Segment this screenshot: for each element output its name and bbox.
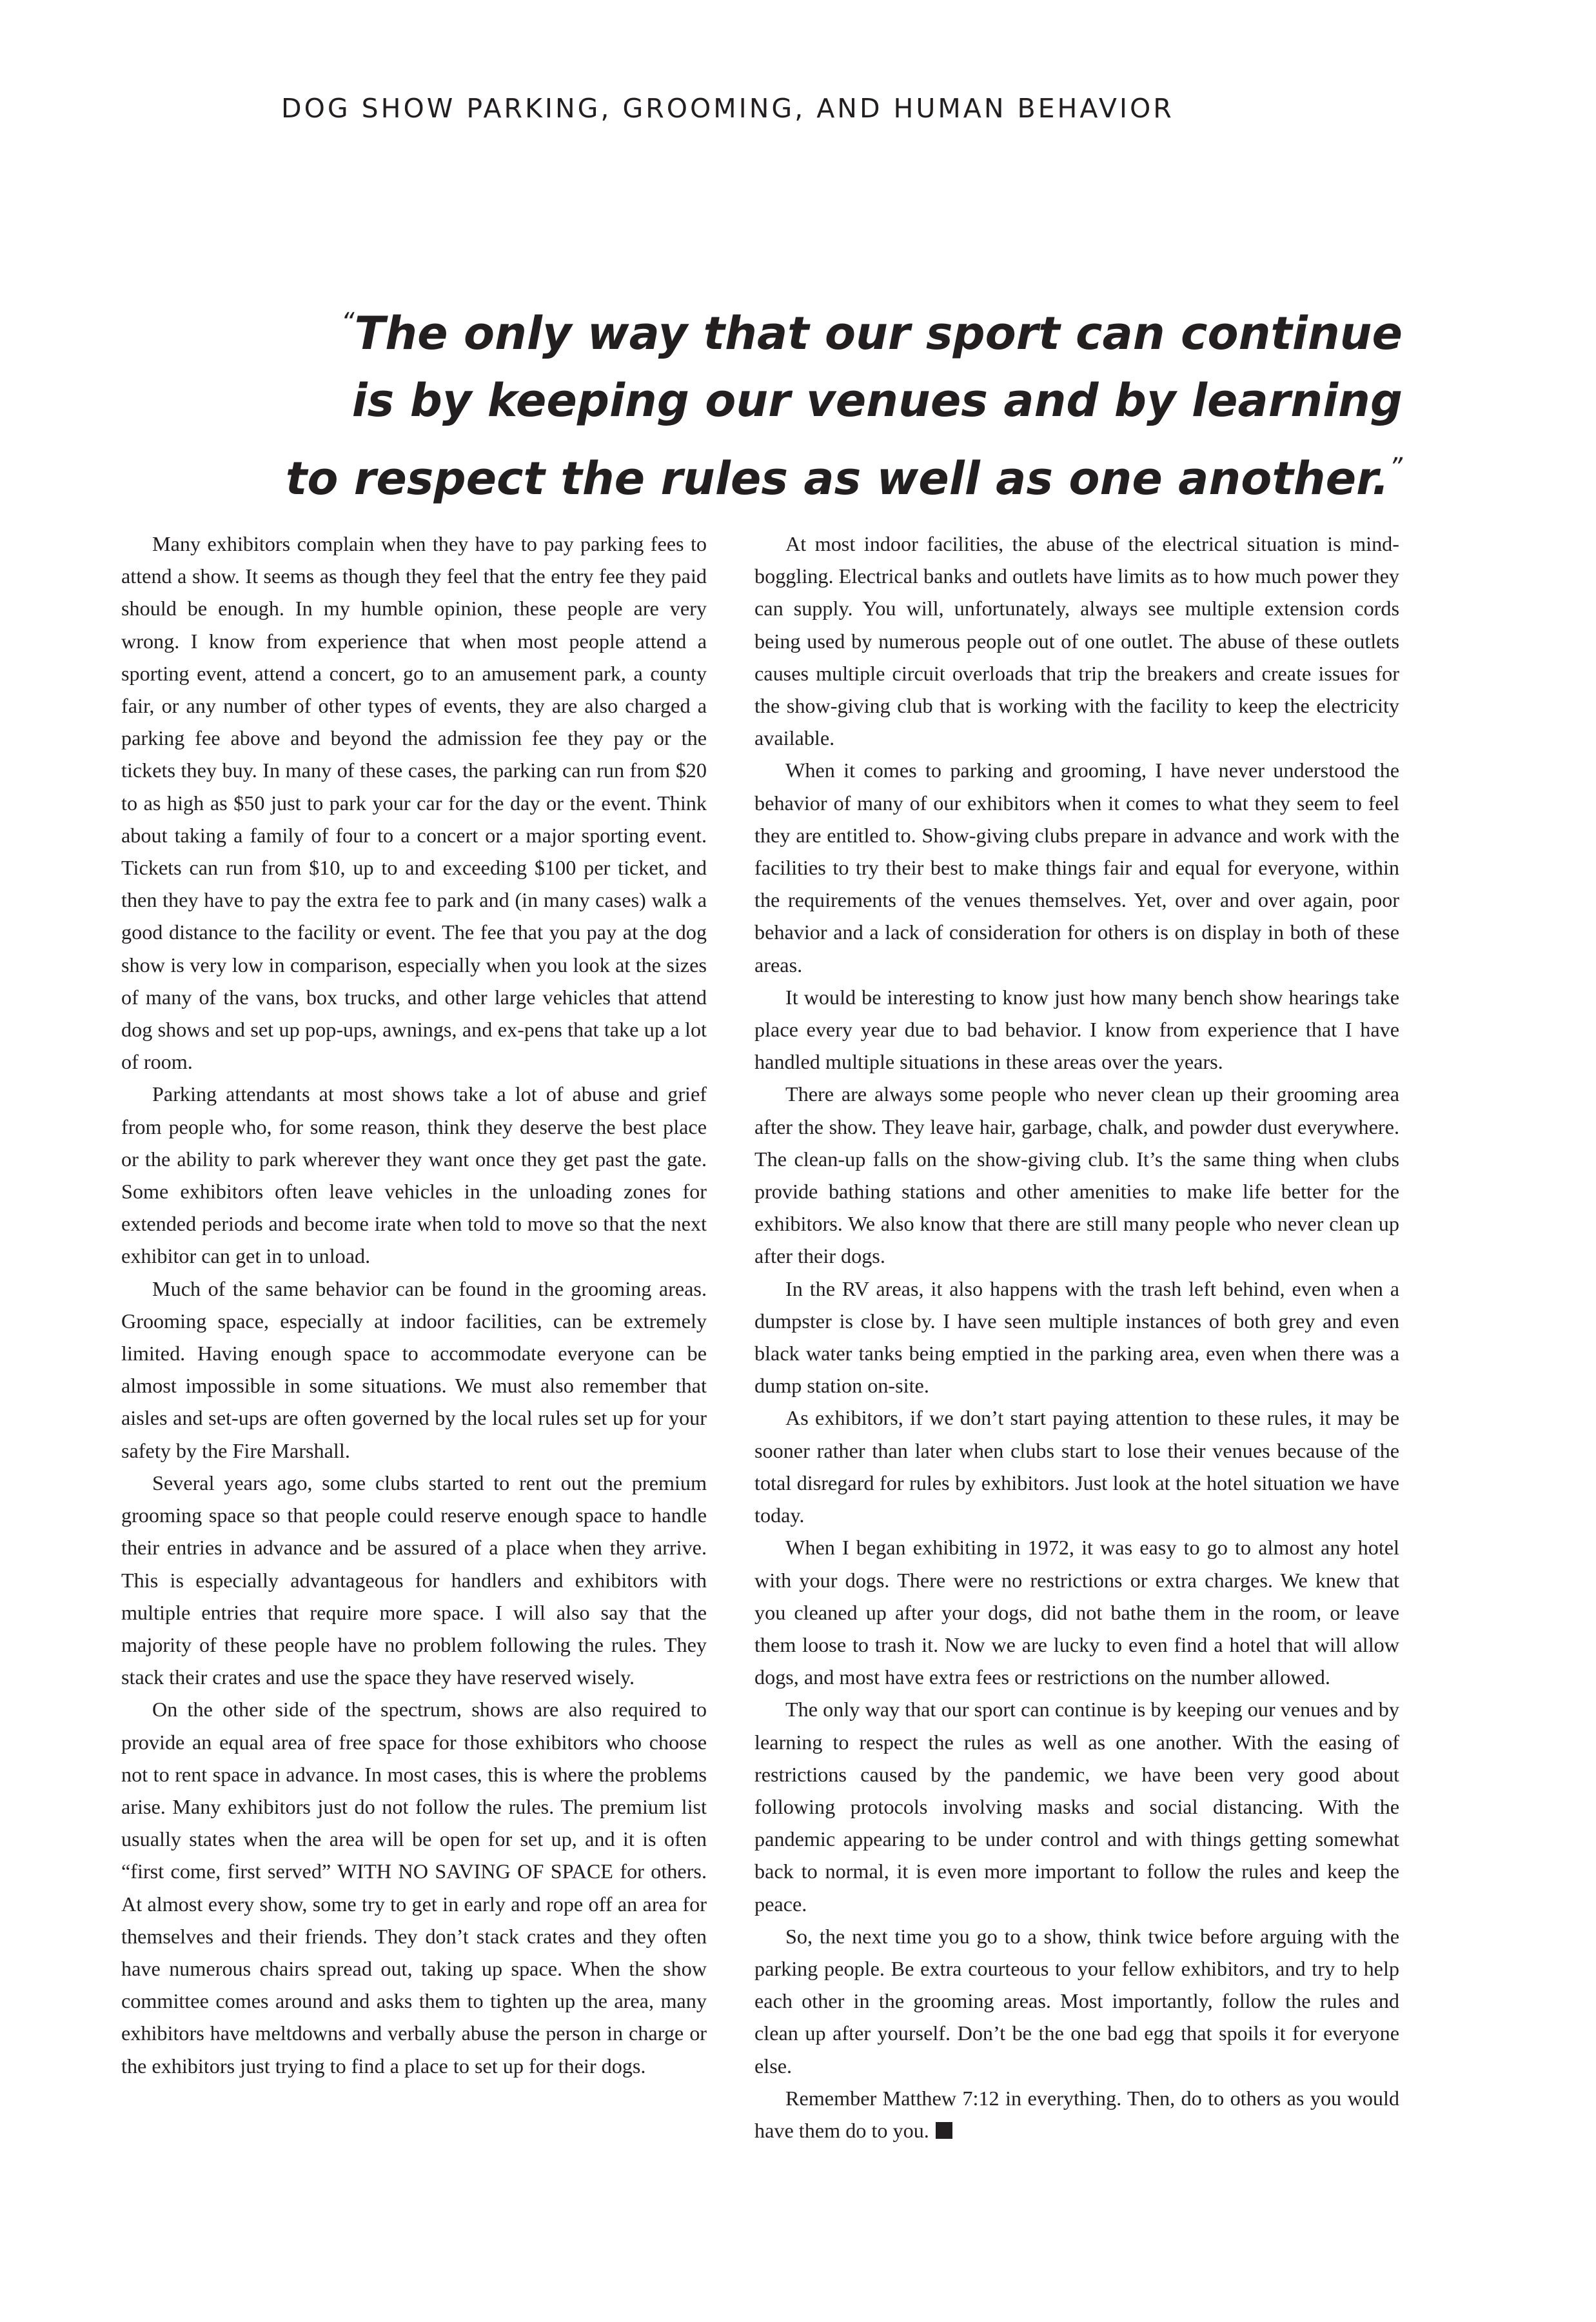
final-paragraph (754, 2082, 1399, 2147)
paragraph: At most indoor facilities, the abuse of the electrical situation is mind-boggling. Electrical banks and outlets have limits as to how much power they can supply. You will, unfortunately, always see multiple extension cords being used by numerous people out of one outlet. The abuse of these outlets causes multiple circuit overloads that trip the breakers and create issues for the show-giving club that is working with the facility to keep the electricity available. (754, 532, 1399, 750)
paragraph: As exhibitors, if we don’t start paying attention to these rules, it may be sooner rather than later when clubs start to lose their venues because of the total disregard for rules by exhibitors. Just look at the hotel situation we have today. (754, 1406, 1399, 1527)
end-of-article-square-icon (936, 2122, 952, 2139)
pull-quote (245, 289, 1403, 512)
paragraph: Many exhibitors complain when they have to pay parking fees to attend a show. It seems as though they feel that the entry fee they paid should be enough. In my humble opinion, these people are very wrong. I know from experience that when most people attend a sporting event, attend a concert, go to an amusement park, a county fair, or any number of other types of events, they are also charged a parking fee above and beyond the admission fee they pay or the tickets they buy. In many of these cases, the parking can run from $20 to as high as $50 just to park your car for the day or the event. Think about taking a family of four to a concert or a major sporting event. Tickets can run from $10, up to and exceeding $100 per ticket, and then they have to pay the extra fee to park and (in many cases) walk a good distance to the facility or event. The fee that you pay at the dog show is very low in comparison, especially when you look at the sizes of many of the vans, box trucks, and other large vehicles that attend dog shows and set up pop-ups, awnings, and ex-pens that take up a lot of room. (121, 532, 707, 1074)
pull-quote-line-3 (245, 434, 1403, 512)
paragraph: It would be interesting to know just how many bench show hearings take place every year due to bad behavior. I know from experience that I have handled multiple situations in these areas over the years. (754, 985, 1399, 1074)
open-quote-mark: “ (340, 308, 355, 337)
paragraph: There are always some people who never clean up their grooming area after the show. They leave hair, garbage, chalk, and powder dust everywhere. The clean-up falls on the show-giving club. It’s the same thing when clubs provide bathing stations and other amenities to make life better for the exhibitors. We also know that there are still many people who never clean up after their dogs. (754, 1082, 1399, 1268)
pull-quote-text-3: to respect the rules as well as one another. (285, 452, 1390, 505)
article-left-column (121, 528, 707, 2082)
paragraph: The only way that our sport can continue is by keeping our venues and by learning to respect the rules as well as one another. With the easing of restrictions caused by the pandemic, we have been very good about following protocols involving masks and social distancing. With the pandemic appearing to be under control and with things getting somewhat back to normal, it is even more important to follow the rules and keep the peace. (754, 1698, 1399, 1916)
paragraph: On the other side of the spectrum, shows are also required to provide an equal area of free space for those exhibitors who choose not to rent space in advance. In most cases, this is where the problems arise. Many exhibitors just do not follow the rules. The premium list usually states when the area will be open for set up, and it is often “first come, first served” WITH NO SAVING OF SPACE for others. At almost every show, some try to get in early and rope off an area for themselves and their friends. They don’t stack crates and they often have numerous chairs spread out, taking up space. When the show committee comes around and asks them to tighten up the area, many exhibitors have meltdowns and verbally abuse the person in charge or the exhibitors just trying to find a place to set up for their dogs. (121, 1698, 707, 2078)
pull-quote-line-1 (245, 289, 1403, 367)
paragraph: When I began exhibiting in 1972, it was easy to go to almost any hotel with your dogs. There were no restrictions or extra charges. We knew that you cleaned up after your dogs, did not bathe them in the room, or leave them loose to trash it. Now we are lucky to even find a hotel that will allow dogs, and most have extra fees or restrictions on the number allowed. (754, 1536, 1399, 1689)
paragraph: Much of the same behavior can be found in the grooming areas. Grooming space, especially at indoor facilities, can be extremely limited. Having enough space to accommodate everyone can be almost impossible in some situations. We must also remember that aisles and set-ups are often governed by the local rules set up for your safety by the Fire Marshall. (121, 1276, 707, 1462)
paragraph: Parking attendants at most shows take a lot of abuse and grief from people who, for some reason, think they deserve the best place or the ability to park wherever they want once they get past the gate. Some exhibitors often leave vehicles in the unloading zones for extended periods and become irate when told to move so that the next exhibitor can get in to unload. (121, 1082, 707, 1268)
article-right-column (754, 528, 1399, 2147)
pull-quote-text-1: The only way that our sport can continue (354, 307, 1403, 360)
paragraph: So, the next time you go to a show, think twice before arguing with the parking people. Be extra courteous to your fellow exhibitors, and try to help each other in the grooming areas. Most importantly, follow the rules and clean up after yourself. Don’t be the one bad egg that spoils it for everyone else. (754, 1924, 1399, 2078)
paragraph: In the RV areas, it also happens with the trash left behind, even when a dumpster is close by. I have seen multiple instances of both grey and even black water tanks being emptied in the parking area, even when there was a dump station on-site. (754, 1276, 1399, 1398)
close-quote-mark: ” (1389, 453, 1403, 482)
pull-quote-line-2: is by keeping our venues and by learning (351, 374, 1403, 427)
paragraph: When it comes to parking and grooming, I have never understood the behavior of many of our exhibitors when it comes to what they seem to feel they are entitled to. Show-giving clubs prepare in advance and work with the facilities to try their best to make things fair and equal for everyone, within the requirements of the venues themselves. Yet, over and over again, poor behavior and a lack of consideration for others is on display in both of these areas. (754, 759, 1399, 977)
paragraph: Several years ago, some clubs started to rent out the premium grooming space so that people could reserve enough space to handle their entries in advance and be assured of a place when they arrive. This is especially advantageous for handlers and exhibitors with multiple entries that require more space. I will also say that the majority of these people have no problem following the rules. They stack their crates and use the space they have reserved wisely. (121, 1471, 707, 1689)
running-head: DOG SHOW PARKING, GROOMING, AND HUMAN BEHAVIOR (281, 93, 1174, 124)
final-paragraph-text: Remember Matthew 7:12 in everything. Then, do to others as you would have them do to you. (754, 2086, 1399, 2142)
